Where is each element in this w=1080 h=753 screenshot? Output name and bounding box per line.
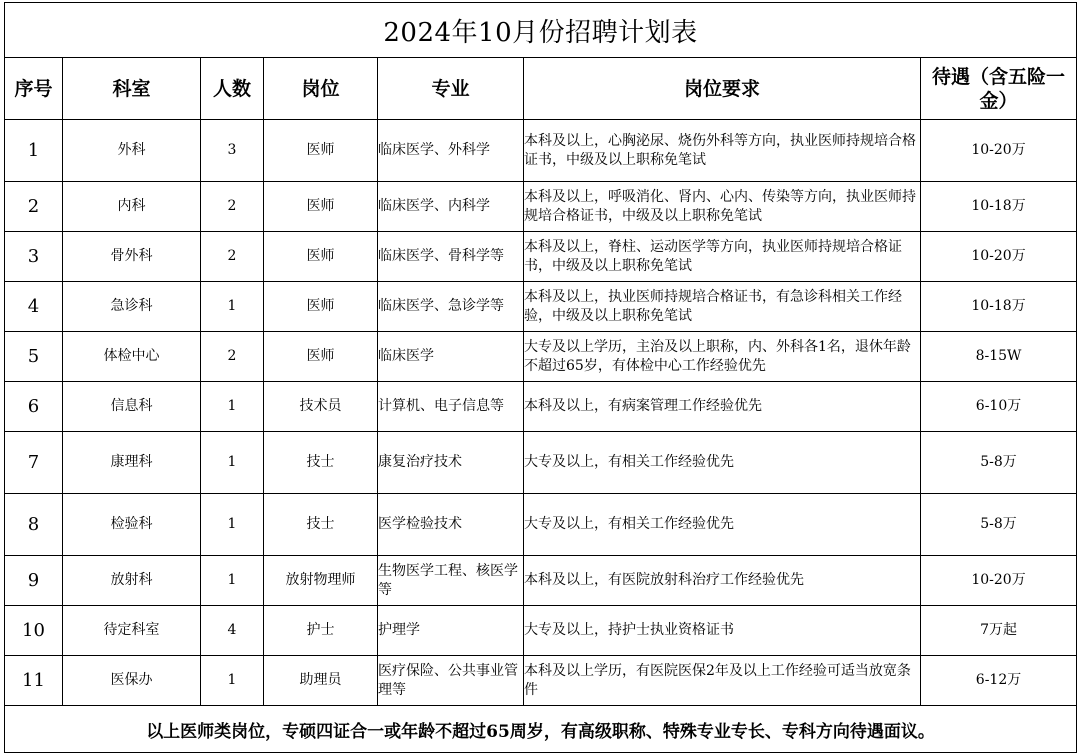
table-row [5, 606, 1077, 656]
cell-dept: 放射科 [63, 556, 201, 606]
cell-count: 2 [201, 232, 264, 282]
cell-requirements: 本科及以上，有病案管理工作经验优先 [524, 382, 921, 432]
table-row [5, 282, 1077, 332]
table-row [5, 494, 1077, 556]
cell-count: 2 [201, 182, 264, 232]
cell-no: 1 [5, 120, 63, 182]
cell-major: 医学检验技术 [378, 494, 524, 556]
cell-salary: 6-12万 [921, 656, 1077, 706]
cell-no: 2 [5, 182, 63, 232]
cell-count: 1 [201, 556, 264, 606]
cell-major: 临床医学 [378, 332, 524, 382]
cell-no: 9 [5, 556, 63, 606]
cell-count: 3 [201, 120, 264, 182]
header-salary: 待遇（含五险一金） [921, 58, 1077, 120]
cell-dept: 急诊科 [63, 282, 201, 332]
cell-dept: 康理科 [63, 432, 201, 494]
cell-salary: 10-18万 [921, 182, 1077, 232]
cell-no: 6 [5, 382, 63, 432]
cell-position: 技士 [264, 432, 378, 494]
cell-no: 4 [5, 282, 63, 332]
table-row [5, 656, 1077, 706]
cell-no: 3 [5, 232, 63, 282]
cell-position: 医师 [264, 182, 378, 232]
cell-major: 临床医学、骨科学等 [378, 232, 524, 282]
header-requirements: 岗位要求 [524, 58, 921, 120]
cell-major: 医疗保险、公共事业管理等 [378, 656, 524, 706]
cell-dept: 内科 [63, 182, 201, 232]
header-position: 岗位 [264, 58, 378, 120]
cell-position: 放射物理师 [264, 556, 378, 606]
cell-dept: 医保办 [63, 656, 201, 706]
cell-requirements: 本科及以上，有医院放射科治疗工作经验优先 [524, 556, 921, 606]
cell-no: 8 [5, 494, 63, 556]
cell-position: 助理员 [264, 656, 378, 706]
cell-salary: 8-15W [921, 332, 1077, 382]
cell-major: 临床医学、外科学 [378, 120, 524, 182]
table-row [5, 120, 1077, 182]
cell-count: 1 [201, 432, 264, 494]
cell-salary: 5-8万 [921, 432, 1077, 494]
cell-salary: 6-10万 [921, 382, 1077, 432]
cell-major: 临床医学、急诊学等 [378, 282, 524, 332]
header-count: 人数 [201, 58, 264, 120]
cell-dept: 待定科室 [63, 606, 201, 656]
header-dept: 科室 [63, 58, 201, 120]
cell-count: 4 [201, 606, 264, 656]
table-row [5, 382, 1077, 432]
cell-position: 医师 [264, 232, 378, 282]
cell-requirements: 大专及以上学历，主治及以上职称，内、外科各1名，退休年龄不超过65岁，有体检中心工作经验优先 [524, 332, 921, 382]
table-row [5, 232, 1077, 282]
cell-requirements: 大专及以上，持护士执业资格证书 [524, 606, 921, 656]
cell-count: 1 [201, 494, 264, 556]
cell-count: 1 [201, 382, 264, 432]
table-row [5, 332, 1077, 382]
cell-dept: 外科 [63, 120, 201, 182]
cell-salary: 7万起 [921, 606, 1077, 656]
cell-requirements: 本科及以上，心胸泌尿、烧伤外科等方向，执业医师持规培合格证书，中级及以上职称免笔试 [524, 120, 921, 182]
cell-position: 护士 [264, 606, 378, 656]
header-major: 专业 [378, 58, 524, 120]
cell-salary: 10-20万 [921, 556, 1077, 606]
header-no: 序号 [5, 58, 63, 120]
cell-position: 技士 [264, 494, 378, 556]
cell-no: 11 [5, 656, 63, 706]
cell-no: 7 [5, 432, 63, 494]
cell-requirements: 大专及以上，有相关工作经验优先 [524, 432, 921, 494]
cell-dept: 体检中心 [63, 332, 201, 382]
cell-position: 医师 [264, 332, 378, 382]
table-row [5, 182, 1077, 232]
cell-position: 医师 [264, 282, 378, 332]
cell-major: 生物医学工程、核医学等 [378, 556, 524, 606]
recruitment-plan-table [4, 2, 1077, 753]
cell-salary: 10-20万 [921, 232, 1077, 282]
cell-major: 计算机、电子信息等 [378, 382, 524, 432]
header-row [5, 58, 1077, 120]
cell-position: 技术员 [264, 382, 378, 432]
cell-major: 康复治疗技术 [378, 432, 524, 494]
cell-position: 医师 [264, 120, 378, 182]
table-body [5, 120, 1077, 706]
footer-note: 以上医师类岗位，专硕四证合一或年龄不超过65周岁，有高级职称、特殊专业专长、专科方向待遇面议。 [5, 706, 1077, 753]
cell-requirements: 本科及以上，呼吸消化、肾内、心内、传染等方向，执业医师持规培合格证书，中级及以上职称免笔试 [524, 182, 921, 232]
cell-requirements: 本科及以上，脊柱、运动医学等方向，执业医师持规培合格证书，中级及以上职称免笔试 [524, 232, 921, 282]
cell-salary: 5-8万 [921, 494, 1077, 556]
cell-salary: 10-18万 [921, 282, 1077, 332]
cell-count: 1 [201, 282, 264, 332]
cell-count: 2 [201, 332, 264, 382]
cell-no: 10 [5, 606, 63, 656]
table-title: 2024年10月份招聘计划表 [5, 3, 1077, 58]
cell-requirements: 本科及以上学历，有医院医保2年及以上工作经验可适当放宽条件 [524, 656, 921, 706]
table-row [5, 432, 1077, 494]
cell-requirements: 大专及以上，有相关工作经验优先 [524, 494, 921, 556]
cell-major: 临床医学、内科学 [378, 182, 524, 232]
table-row [5, 556, 1077, 606]
cell-count: 1 [201, 656, 264, 706]
cell-dept: 检验科 [63, 494, 201, 556]
cell-no: 5 [5, 332, 63, 382]
cell-requirements: 本科及以上，执业医师持规培合格证书，有急诊科相关工作经验，中级及以上职称免笔试 [524, 282, 921, 332]
cell-dept: 骨外科 [63, 232, 201, 282]
cell-major: 护理学 [378, 606, 524, 656]
cell-salary: 10-20万 [921, 120, 1077, 182]
cell-dept: 信息科 [63, 382, 201, 432]
